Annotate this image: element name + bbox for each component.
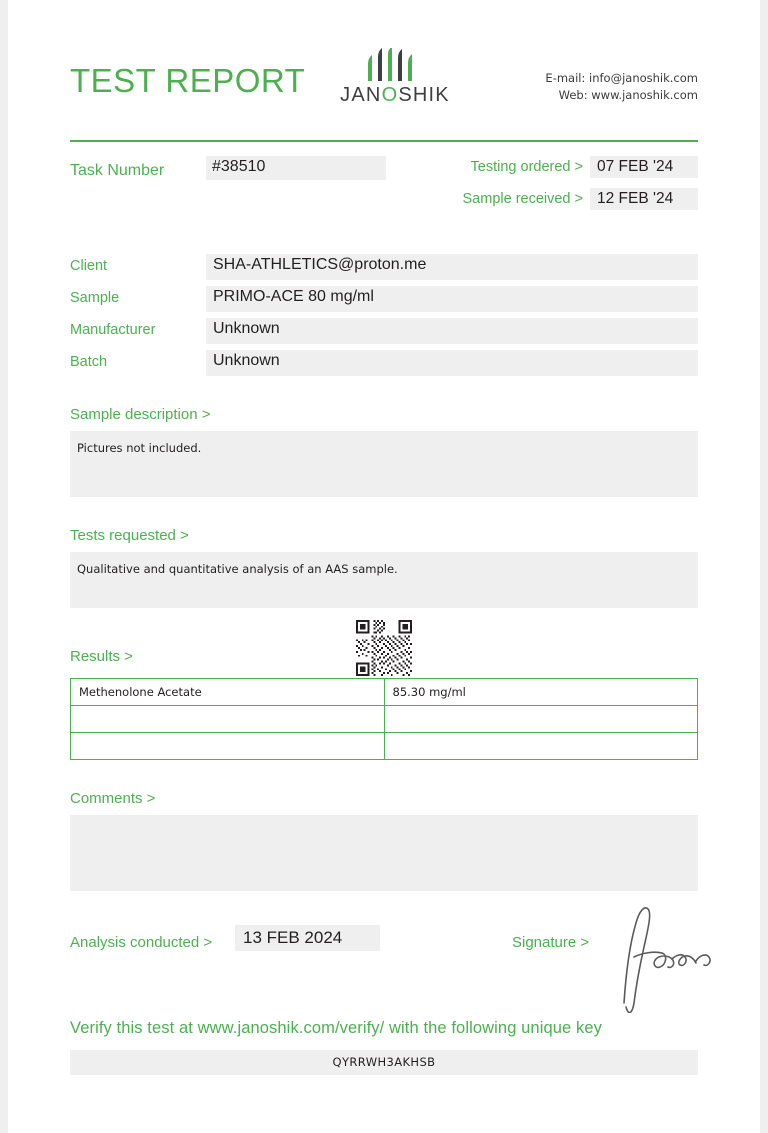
signature-label: Signature > — [512, 934, 590, 951]
result-compound — [71, 706, 385, 733]
testing-ordered-label: Testing ordered > — [470, 159, 583, 175]
header-divider — [70, 140, 698, 142]
comments-box — [70, 815, 698, 891]
analysis-signature-row — [70, 925, 698, 1015]
page-edge-right — [760, 0, 768, 1133]
logo-text-right: SHIK — [398, 84, 450, 106]
sample-received-value: 12 FEB '24 — [590, 188, 698, 210]
page-title: TEST REPORT — [70, 62, 306, 99]
result-amount — [384, 706, 698, 733]
result-compound: Methenolone Acetate — [71, 679, 385, 706]
info-row — [70, 318, 698, 344]
info-row — [70, 254, 698, 280]
janoshik-logo — [325, 48, 465, 107]
logo-mark-icon — [325, 48, 465, 82]
task-number-value: #38510 — [206, 156, 386, 180]
batch-label: Batch — [70, 354, 108, 370]
results-table — [70, 678, 698, 760]
task-row — [70, 156, 698, 218]
sample-value: PRIMO-ACE 80 mg/ml — [206, 286, 698, 312]
tests-requested-box: Qualitative and quantitative analysis of an AAS sample. — [70, 552, 698, 608]
contact-block — [545, 70, 698, 104]
result-amount — [384, 733, 698, 760]
contact-email: E-mail: info@janoshik.com — [545, 71, 698, 85]
result-amount: 85.30 mg/ml — [384, 679, 698, 706]
qr-code-icon — [356, 620, 412, 676]
analysis-conducted-label: Analysis conducted > — [70, 934, 213, 951]
sample-description-heading: Sample description > — [70, 406, 211, 423]
testing-ordered-row — [471, 156, 698, 178]
analysis-conducted-value: 13 FEB 2024 — [235, 925, 380, 951]
sample-description-box: Pictures not included. — [70, 431, 698, 497]
logo-text-o: O — [381, 84, 399, 106]
table-row — [71, 733, 698, 760]
report-content — [70, 0, 698, 1075]
table-row — [71, 679, 698, 706]
client-value: SHA-ATHLETICS@proton.me — [206, 254, 698, 280]
info-table — [70, 254, 698, 376]
signature-image — [610, 903, 730, 1013]
table-row — [71, 706, 698, 733]
comments-heading: Comments > — [70, 790, 156, 807]
unique-key-value: QYRRWH3AKHSB — [70, 1050, 698, 1075]
sample-label: Sample — [70, 290, 120, 306]
manufacturer-value: Unknown — [206, 318, 698, 344]
info-row — [70, 286, 698, 312]
results-heading: Results > — [70, 648, 133, 665]
client-label: Client — [70, 258, 108, 274]
verify-text: Verify this test at www.janoshik.com/verify/ with the following unique key — [70, 1019, 602, 1037]
page-edge-left — [0, 0, 8, 1133]
tests-requested-heading: Tests requested > — [70, 527, 189, 544]
results-header-row — [70, 634, 698, 678]
manufacturer-label: Manufacturer — [70, 322, 156, 338]
sample-received-label: Sample received > — [462, 191, 583, 207]
batch-value: Unknown — [206, 350, 698, 376]
contact-web: Web: www.janoshik.com — [558, 88, 698, 102]
testing-ordered-value: 07 FEB '24 — [590, 156, 698, 178]
sample-received-row — [463, 188, 699, 210]
result-compound — [71, 733, 385, 760]
logo-wordmark — [325, 84, 465, 107]
info-row — [70, 350, 698, 376]
task-number-label: Task Number — [70, 162, 165, 179]
logo-text-left: JAN — [340, 84, 382, 106]
report-header — [70, 48, 698, 134]
